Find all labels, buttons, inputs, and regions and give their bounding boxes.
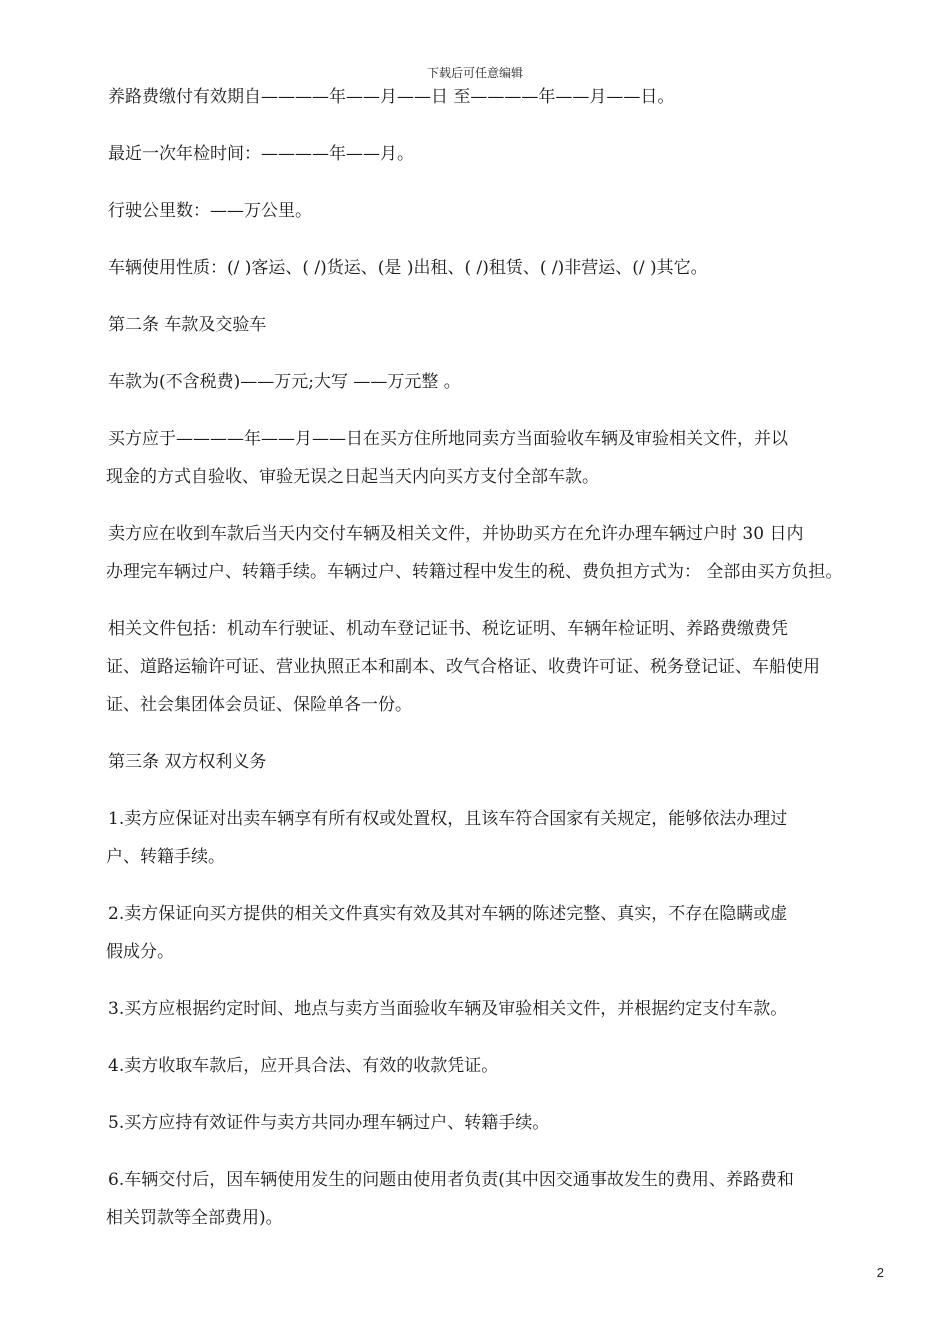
paragraph-road-fee: 养路费缴付有效期自————年——月——日 至————年——月——日。 xyxy=(108,87,675,107)
section-heading-2: 第二条 车款及交验车 xyxy=(108,315,267,335)
paragraph-line: 买方应于————年——月——日在买方住所地同卖方当面验收车辆及审验相关文件，并以 xyxy=(108,429,788,449)
document-body xyxy=(108,78,888,1237)
clause-5: 5.买方应持有效证件与卖方共同办理车辆过户、转籍手续。 xyxy=(108,1113,550,1133)
paragraph-price: 车款为(不含税费)——万元;大写 ——万元整 。 xyxy=(108,372,461,392)
clause-4: 4.卖方收取车款后，应开具合法、有效的收款凭证。 xyxy=(108,1056,499,1076)
paragraph-delivery xyxy=(108,515,888,591)
paragraph-line: 假成分。 xyxy=(106,942,174,962)
paragraph-line: 证、道路运输许可证、营业执照正本和副本、改气合格证、收费许可证、税务登记证、车船使用 xyxy=(106,657,820,677)
paragraph-line: 相关罚款等全部费用)。 xyxy=(106,1208,283,1228)
paragraph-line: 相关文件包括：机动车行驶证、机动车登记证书、税讫证明、车辆年检证明、养路费缴费凭 xyxy=(108,619,788,639)
paragraph-line: 户、转籍手续。 xyxy=(106,847,225,867)
page-number: 2 xyxy=(876,1265,884,1280)
header-note: 下载后可任意编辑 xyxy=(426,66,523,80)
section-heading-3: 第三条 双方权利义务 xyxy=(108,752,267,772)
paragraph-usage-type: 车辆使用性质：(/ )客运、( /)货运、(是 )出租、( /)租赁、( /)非营运、(/ )其它。 xyxy=(108,258,708,278)
clause-6 xyxy=(108,1161,888,1237)
clause-1 xyxy=(108,800,888,876)
clause-3: 3.买方应根据约定时间、地点与卖方当面验收车辆及审验相关文件，并根据约定支付车款。 xyxy=(108,999,788,1019)
paragraph-annual-inspection: 最近一次年检时间：————年——月。 xyxy=(108,144,414,164)
paragraph-mileage: 行驶公里数：——万公里。 xyxy=(108,201,312,221)
paragraph-line: 卖方应在收到车款后当天内交付车辆及相关文件，并协助买方在允许办理车辆过户时 30 日内 xyxy=(108,524,804,544)
paragraph-line: 现金的方式自验收、审验无误之日起当天内向买方支付全部车款。 xyxy=(106,467,599,487)
paragraph-line: 6.车辆交付后，因车辆使用发生的问题由使用者负责(其中因交通事故发生的费用、养路费和 xyxy=(108,1170,794,1190)
paragraph-payment xyxy=(108,420,888,496)
paragraph-line: 证、社会集团体会员证、保险单各一份。 xyxy=(106,695,412,715)
paragraph-line: 2.卖方保证向买方提供的相关文件真实有效及其对车辆的陈述完整、真实，不存在隐瞒或虚 xyxy=(108,904,788,924)
clause-2 xyxy=(108,895,888,971)
paragraph-documents xyxy=(108,610,888,724)
paragraph-line: 1.卖方应保证对出卖车辆享有所有权或处置权，且该车符合国家有关规定，能够依法办理过 xyxy=(108,809,788,829)
paragraph-line: 办理完车辆过户、转籍手续。车辆过户、转籍过程中发生的税、费负担方式为： 全部由买方负担。 xyxy=(106,562,843,582)
